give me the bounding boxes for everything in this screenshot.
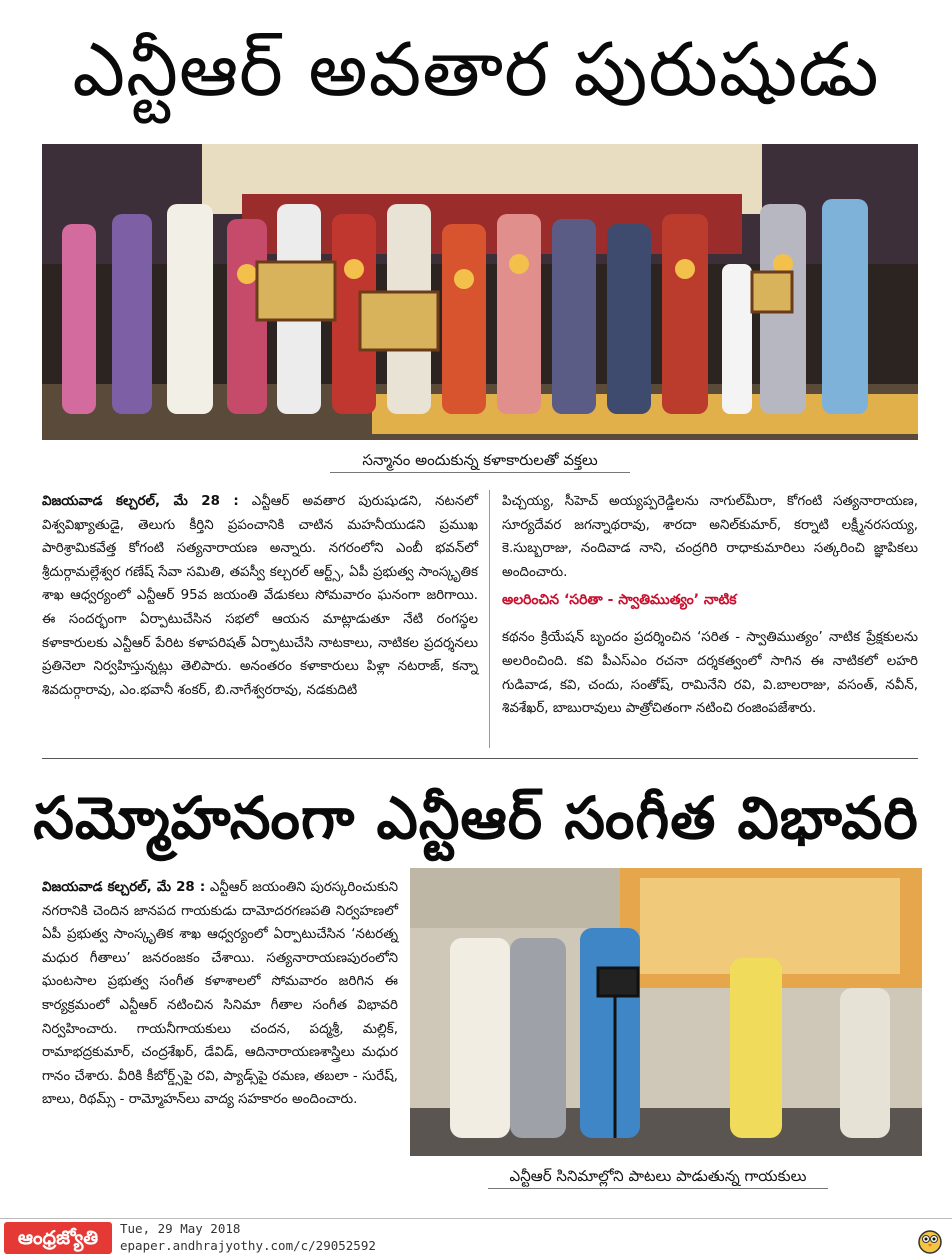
- article-text: కథనం క్రియేషన్ బృందం ప్రదర్శించిన ‘సరిత - స్వాతిముత్యం’ నాటిక ప్రేక్షకులను అలరించింది. కవి పీఎస్ఎం రచనా దర్శకత్వంలో సాగిన ఈ నాటికలో లహరి గుడివాడ, కవి, చందు, సంతోష్, రామినేని రవి, వి.బాలరాజు, వసంత్, నవీన్, శివశేఖర్, బాబురావులు పాత్రోచితంగా నటించి రంజింపజేశారు.: [502, 630, 918, 717]
- photo-caption: ఎన్టీఆర్ సినిమాల్లోని పాటలు పాడుతున్న గాయకులు: [488, 1164, 828, 1189]
- dateline: విజయవాడ కల్చరల్, మే 28 :: [42, 494, 239, 509]
- article1-column-2: [502, 490, 918, 721]
- dateline: విజయవాడ కల్చరల్, మే 28 :: [42, 880, 206, 895]
- headline-top: ఎన్టీఆర్ అవతార పురుషుడు: [72, 27, 880, 113]
- photo-felicitation: [42, 144, 918, 440]
- article-text: ఎన్టీఆర్ జయంతిని పురస్కరించుకుని నగరానికి చెందిన జానపద గాయకుడు దామోదరగణపతి నిర్వహణలో ఏపీ ప్రభుత్వ సాంస్కృతిక శాఖ ఆధ్వర్యంలో ఏర్పాటుచేసిన ‘నటరత్న మధుర గీతాలు’ జనరంజకం చేశాయి. సత్యనారాయణపురంలోని ఘంటసాల ప్రభుత్వ సంగీత కళాశాలలో సోమవారం జరిగిన ఈ కార్యక్రమంలో ఎన్టీఆర్ నటించిన సినిమా గీతాల సంగీత విభావరి నిర్వహించారు. గాయనీగాయకులు చందన, పద్మశ్రీ, మల్లిక్, రామాభద్రకుమార్, చంద్రశేఖర్, డేవిడ్, ఆదినారాయణశాస్త్రిలు మధుర గానం చేశారు. వీరికి కీబోర్డ్స్‌పై రవి, ప్యాడ్స్‌పై రమణ, తబలా - సురేష్, బాలు, రిథమ్స్ - రామ్మోహన్‌లు వాద్య సహకారం అందించారు.: [42, 880, 398, 1108]
- photo-music-concert: [410, 868, 922, 1156]
- section-divider: [42, 758, 918, 759]
- column-divider: [489, 490, 490, 748]
- footer-url[interactable]: epaper.andhrajyothy.com/c/29052592: [120, 1238, 376, 1253]
- brand-logo: ఆంధ్రజ్యోతి: [4, 1222, 112, 1254]
- article-text: పిచ్చయ్య, సీహెచ్ అయ్యప్పరెడ్డిలను నాగుల్‌మీరా, కోగంటి సత్యనారాయణ, సూర్యదేవర జగన్నాథరావు, శారదా అనిల్‌కుమార్, కర్నాటి లక్ష్మీనరసయ్య, కె.సుబ్బరాజు, నందివాడ నాని, చంద్రగిరి రాధాకుమారిలు సత్కరించి జ్ఞాపికలు అందించారు.: [502, 494, 918, 580]
- owl-icon: [916, 1226, 944, 1254]
- article1-column-1: [42, 490, 478, 702]
- article-text: ఎన్టీఆర్ అవతార పురుషుడని, నటనలో విశ్వవిఖ్యాతుడై, తెలుగు కీర్తిని ప్రపంచానికి చాటిన మహనీయుడని ప్రముఖ పారిశ్రామికవేత్త కోగంటి సత్యనారాయణ అన్నారు. నగరంలోని ఎంబీ భవన్‌లో శ్రీదుర్గామల్లేశ్వర గణేష్ సేవా సమితి, తపస్వీ కల్చరల్ ఆర్ట్స్, ఏపీ ప్రభుత్వ సాంస్కృతిక శాఖ ఆధ్వర్యంలో ఎన్టీఆర్ 95వ జయంతి వేడుకలు సోమవారం ఘనంగా జరిగాయి. ఈ సందర్భంగా ఏర్పాటుచేసిన సభలో ఆయన మాట్లాడుతూ నేటి రంగస్థల కళాకారులకు ఎన్టీఆర్ పేరిట కళాపరిషత్ ఏర్పాటుచేసి నాటకాలు, నాటికల ప్రదర్శనలు ప్రతినెలా నిర్వహిస్తున్నట్లు తెలిపారు. అనంతరం కళాకారులు పిళ్లా నటరాజ్, కన్నా శివదుర్గారావు, ఎం.భవానీ శంకర్, బి.నాగేశ్వరరావు, నడకుదిటి: [42, 494, 478, 698]
- subheading: అలరించిన ‘సరితా - స్వాతిముత్యం’ నాటిక: [502, 592, 737, 609]
- footer-date: Tue, 29 May 2018: [120, 1221, 241, 1236]
- photo-caption: సన్మానం అందుకున్న కళాకారులతో వక్తలు: [330, 448, 630, 473]
- article2-text: [42, 876, 398, 1112]
- headline-bottom: సమ్మోహనంగా ఎన్టీఆర్ సంగీత విభావరి: [33, 784, 919, 852]
